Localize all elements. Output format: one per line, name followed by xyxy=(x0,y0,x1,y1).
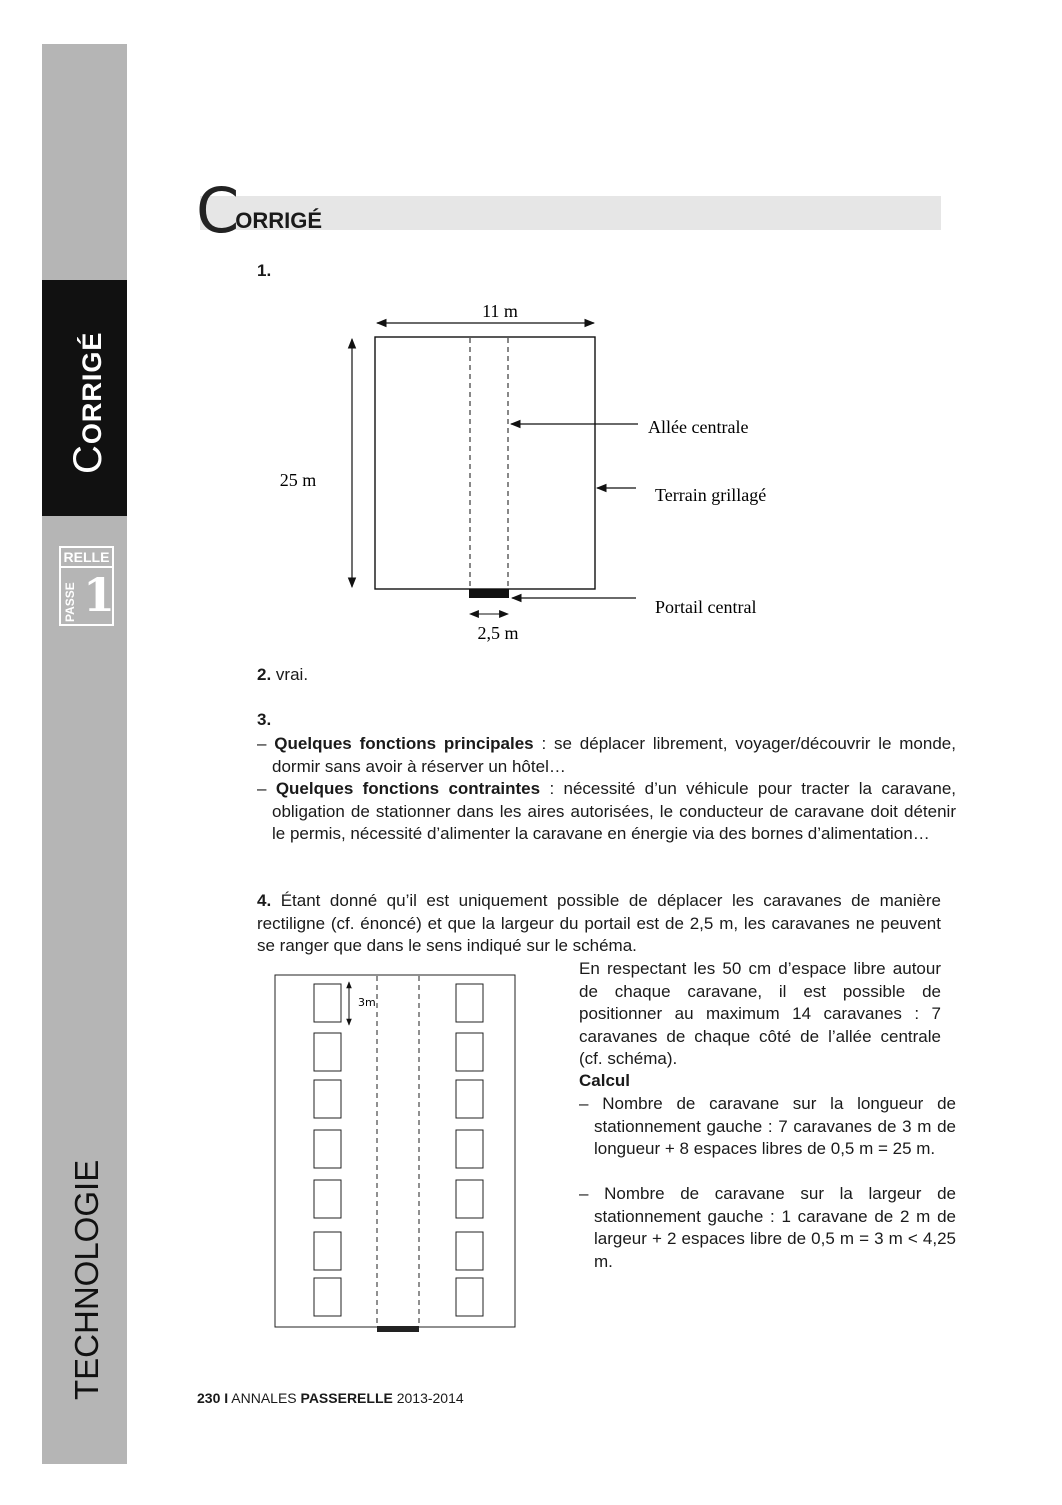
alley-label: Allée centrale xyxy=(648,417,749,437)
q4-side-text: En respectant les 50 cm d’espace libre autour de chaque caravane, il est possible de positionner au maximum 14 caravanes : 7 caravanes de chaque côté de l’allée centrale (cf. schéma). xyxy=(579,959,941,1069)
caravan-right-1 xyxy=(456,984,483,1022)
parking-gate xyxy=(377,1326,419,1332)
q3-label: 3. xyxy=(257,710,272,729)
logo-top-text: RELLE xyxy=(61,548,112,568)
caravan-left-6 xyxy=(314,1232,341,1270)
caravan-right-6 xyxy=(456,1232,483,1270)
caravan-left-3 xyxy=(314,1080,341,1118)
q2-answer: 2. vrai. xyxy=(257,665,309,684)
caravan-left-1 xyxy=(314,984,341,1022)
q3-item-main-functions: – Quelques fonctions principales : se déplacer librement, voyager/découvrir le monde, dormir sans avoir à réserver un hôtel… xyxy=(257,734,956,776)
logo-number: 1 xyxy=(83,568,116,622)
q4-calc-width: – Nombre de caravane sur la largeur de stationnement gauche : 1 caravane de 2 m de largeur + 2 espaces libre de 0,5 m = 3 m < 4,25 m. xyxy=(579,1184,956,1271)
caravan-group xyxy=(314,984,483,1316)
parking-diagram xyxy=(272,970,518,1332)
logo-side-text: PASSE xyxy=(63,582,77,622)
width-label: 11 m xyxy=(482,301,518,321)
caravan-right-4 xyxy=(456,1130,483,1168)
caravan-left-5 xyxy=(314,1180,341,1218)
terrain-rect xyxy=(375,337,595,589)
caravan-left-4 xyxy=(314,1130,341,1168)
caravan-left-7 xyxy=(314,1278,341,1316)
gate-width-label: 2,5 m xyxy=(477,623,519,643)
sidebar-corrige-label: CORRIGÉ xyxy=(66,331,110,474)
caravan-right-2 xyxy=(456,1033,483,1071)
q1-label: 1. xyxy=(257,261,272,280)
gate-label: Portail central xyxy=(655,597,757,617)
q4-intro: 4. Étant donné qu’il est uniquement possible de déplacer les caravanes de manière rectiligne (cf. énoncé) et que la largeur du portail est de 2,5 m, les caravanes ne peuvent se ranger que dans le sens indiqué sur le schéma. xyxy=(257,891,941,956)
q4-calc-title: Calcul xyxy=(579,1071,631,1090)
length-label: 25 m xyxy=(279,470,317,490)
page-title: CORRIGÉ xyxy=(196,174,323,247)
caravan-right-3 xyxy=(456,1080,483,1118)
caravan-right-5 xyxy=(456,1180,483,1218)
sidebar-subject: TECHNOLOGIE xyxy=(68,1159,105,1400)
q4-calc-length: – Nombre de caravane sur la longueur de stationnement gauche : 7 caravanes de 3 m de longueur + 8 espaces libres de 0,5 m = 25 m. xyxy=(579,1094,956,1159)
q3-item-constraint-functions: – Quelques fonctions contraintes : nécessité d’un véhicule pour tracter la caravane, obligation de stationner dans les aires autorisées, le conducteur de caravane doit détenir le permis, nécessité d’alimenter la caravane en énergie via des bornes d’alimentation… xyxy=(257,779,956,844)
page-footer: 230 I ANNALES PASSERELLE 2013-2014 xyxy=(197,1390,464,1406)
caravan-length-label: 3m xyxy=(358,996,376,1009)
fence-label: Terrain grillagé xyxy=(655,485,767,505)
caravan-right-7 xyxy=(456,1278,483,1316)
caravan-left-2 xyxy=(314,1033,341,1071)
gate xyxy=(469,589,509,598)
parking-boundary xyxy=(275,975,515,1327)
